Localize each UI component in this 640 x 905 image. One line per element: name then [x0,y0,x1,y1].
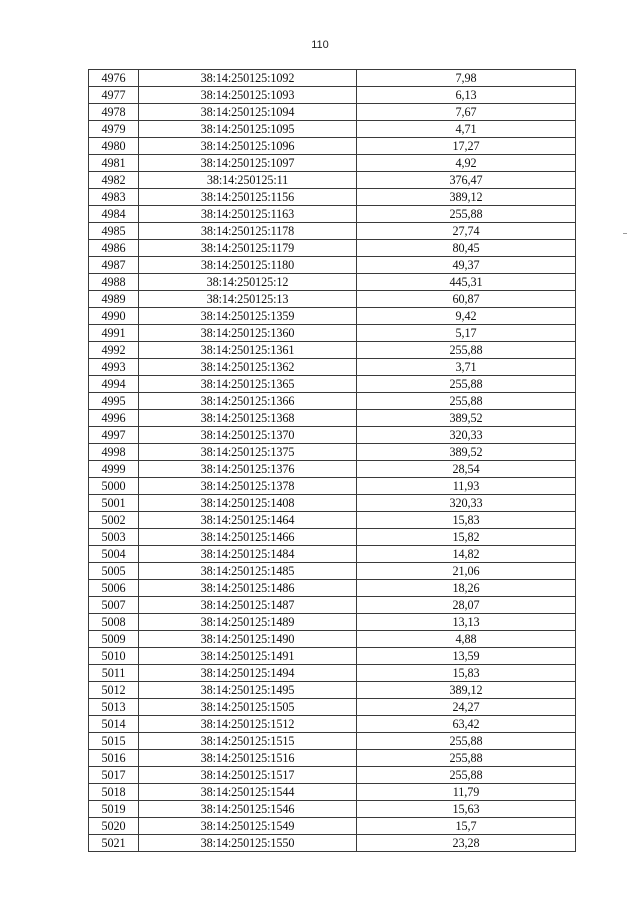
table-row [89,104,576,121]
table-row [89,614,576,631]
area-value-cell: 11,93 [357,478,576,495]
area-value-cell: 4,71 [357,121,576,138]
area-value-cell: 255,88 [357,393,576,410]
area-value-cell: 13,13 [357,614,576,631]
cadastral-number-cell: 38:14:250125:1359 [139,308,357,325]
row-number-cell: 4980 [89,138,139,155]
row-number-cell: 4976 [89,70,139,87]
row-number-cell: 4989 [89,291,139,308]
row-number-cell: 4992 [89,342,139,359]
area-value-cell: 60,87 [357,291,576,308]
row-number-cell: 5009 [89,631,139,648]
cadastral-number-cell: 38:14:250125:1546 [139,801,357,818]
table-row [89,597,576,614]
row-number-cell: 5000 [89,478,139,495]
table-row [89,240,576,257]
table-row [89,172,576,189]
table-row [89,87,576,104]
area-value-cell: 4,92 [357,155,576,172]
cadastral-number-cell: 38:14:250125:1366 [139,393,357,410]
table-row [89,495,576,512]
table-row [89,648,576,665]
area-value-cell: 7,98 [357,70,576,87]
area-value-cell: 28,54 [357,461,576,478]
cadastral-number-cell: 38:14:250125:1362 [139,359,357,376]
table-row [89,393,576,410]
area-value-cell: 14,82 [357,546,576,563]
table-row [89,342,576,359]
row-number-cell: 4987 [89,257,139,274]
cadastral-number-cell: 38:14:250125:1097 [139,155,357,172]
row-number-cell: 4999 [89,461,139,478]
table-row [89,699,576,716]
area-value-cell: 49,37 [357,257,576,274]
row-number-cell: 5002 [89,512,139,529]
table-row [89,784,576,801]
row-number-cell: 4984 [89,206,139,223]
row-number-cell: 4983 [89,189,139,206]
row-number-cell: 5008 [89,614,139,631]
area-value-cell: 389,52 [357,410,576,427]
cadastral-number-cell: 38:14:250125:11 [139,172,357,189]
area-value-cell: 3,71 [357,359,576,376]
row-number-cell: 5007 [89,597,139,614]
cadastral-number-cell: 38:14:250125:1491 [139,648,357,665]
table-row [89,563,576,580]
table-body [89,70,576,852]
cadastral-number-cell: 38:14:250125:1156 [139,189,357,206]
cadastral-number-cell: 38:14:250125:1549 [139,818,357,835]
cadastral-number-cell: 38:14:250125:1096 [139,138,357,155]
area-value-cell: 255,88 [357,342,576,359]
row-number-cell: 5011 [89,665,139,682]
table-row [89,512,576,529]
cadastral-number-cell: 38:14:250125:1180 [139,257,357,274]
row-number-cell: 5015 [89,733,139,750]
cadastral-number-cell: 38:14:250125:1486 [139,580,357,597]
cadastral-number-cell: 38:14:250125:1495 [139,682,357,699]
row-number-cell: 5006 [89,580,139,597]
cadastral-number-cell: 38:14:250125:1179 [139,240,357,257]
row-number-cell: 5004 [89,546,139,563]
cadastral-number-cell: 38:14:250125:1092 [139,70,357,87]
area-value-cell: 15,63 [357,801,576,818]
table-row [89,580,576,597]
cadastral-number-cell: 38:14:250125:1093 [139,87,357,104]
area-value-cell: 11,79 [357,784,576,801]
table-row [89,359,576,376]
area-value-cell: 6,13 [357,87,576,104]
area-value-cell: 27,74 [357,223,576,240]
area-value-cell: 389,12 [357,682,576,699]
row-number-cell: 4990 [89,308,139,325]
row-number-cell: 5021 [89,835,139,852]
row-number-cell: 4986 [89,240,139,257]
area-value-cell: 21,06 [357,563,576,580]
row-number-cell: 5012 [89,682,139,699]
cadastral-number-cell: 38:14:250125:1464 [139,512,357,529]
table-row [89,325,576,342]
table-row [89,274,576,291]
table-row [89,716,576,733]
row-number-cell: 5016 [89,750,139,767]
table-row [89,138,576,155]
cadastral-number-cell: 38:14:250125:1484 [139,546,357,563]
cadastral-number-cell: 38:14:250125:12 [139,274,357,291]
row-number-cell: 5013 [89,699,139,716]
cadastral-number-cell: 38:14:250125:1370 [139,427,357,444]
row-number-cell: 4985 [89,223,139,240]
table-row [89,206,576,223]
row-number-cell: 5003 [89,529,139,546]
area-value-cell: 15,83 [357,665,576,682]
area-value-cell: 389,52 [357,444,576,461]
table-row [89,478,576,495]
row-number-cell: 4988 [89,274,139,291]
cadastral-number-cell: 38:14:250125:1487 [139,597,357,614]
cadastral-number-cell: 38:14:250125:1163 [139,206,357,223]
table-row [89,665,576,682]
cadastral-number-cell: 38:14:250125:1505 [139,699,357,716]
row-number-cell: 4998 [89,444,139,461]
cadastral-number-cell: 38:14:250125:1466 [139,529,357,546]
area-value-cell: 15,7 [357,818,576,835]
row-number-cell: 4994 [89,376,139,393]
table-row [89,410,576,427]
row-number-cell: 5010 [89,648,139,665]
cadastral-number-cell: 38:14:250125:1375 [139,444,357,461]
row-number-cell: 5001 [89,495,139,512]
table-row [89,733,576,750]
row-number-cell: 4995 [89,393,139,410]
table-row [89,631,576,648]
cadastral-number-cell: 38:14:250125:1378 [139,478,357,495]
cadastral-number-cell: 38:14:250125:13 [139,291,357,308]
cadastral-number-cell: 38:14:250125:1516 [139,750,357,767]
table-row [89,461,576,478]
row-number-cell: 4978 [89,104,139,121]
table-row [89,257,576,274]
area-value-cell: 24,27 [357,699,576,716]
table-row [89,155,576,172]
cadastral-number-cell: 38:14:250125:1094 [139,104,357,121]
scan-mark [623,233,627,234]
cadastral-number-cell: 38:14:250125:1095 [139,121,357,138]
table-row [89,818,576,835]
area-value-cell: 445,31 [357,274,576,291]
table-row [89,444,576,461]
cadastral-number-cell: 38:14:250125:1360 [139,325,357,342]
area-value-cell: 389,12 [357,189,576,206]
area-value-cell: 17,27 [357,138,576,155]
area-value-cell: 4,88 [357,631,576,648]
area-value-cell: 376,47 [357,172,576,189]
table-row [89,223,576,240]
table-row [89,308,576,325]
cadastral-number-cell: 38:14:250125:1490 [139,631,357,648]
table-row [89,801,576,818]
cadastral-number-cell: 38:14:250125:1517 [139,767,357,784]
table-row [89,291,576,308]
cadastral-number-cell: 38:14:250125:1489 [139,614,357,631]
row-number-cell: 5019 [89,801,139,818]
table-row [89,121,576,138]
row-number-cell: 4993 [89,359,139,376]
table-row [89,546,576,563]
area-value-cell: 18,26 [357,580,576,597]
area-value-cell: 15,83 [357,512,576,529]
cadastral-number-cell: 38:14:250125:1376 [139,461,357,478]
area-value-cell: 255,88 [357,733,576,750]
cadastral-number-cell: 38:14:250125:1485 [139,563,357,580]
row-number-cell: 4991 [89,325,139,342]
cadastral-number-cell: 38:14:250125:1365 [139,376,357,393]
area-value-cell: 15,82 [357,529,576,546]
area-value-cell: 320,33 [357,495,576,512]
cadastral-number-cell: 38:14:250125:1178 [139,223,357,240]
cadastral-number-cell: 38:14:250125:1512 [139,716,357,733]
table-row [89,189,576,206]
cadastral-number-cell: 38:14:250125:1515 [139,733,357,750]
cadastral-number-cell: 38:14:250125:1361 [139,342,357,359]
area-value-cell: 23,28 [357,835,576,852]
cadastral-number-cell: 38:14:250125:1544 [139,784,357,801]
area-value-cell: 255,88 [357,767,576,784]
row-number-cell: 4982 [89,172,139,189]
row-number-cell: 5018 [89,784,139,801]
table-row [89,835,576,852]
cadastral-number-cell: 38:14:250125:1368 [139,410,357,427]
cadastral-number-cell: 38:14:250125:1550 [139,835,357,852]
cadastral-number-cell: 38:14:250125:1494 [139,665,357,682]
area-value-cell: 13,59 [357,648,576,665]
area-value-cell: 7,67 [357,104,576,121]
area-value-cell: 5,17 [357,325,576,342]
table-row [89,70,576,87]
page-number: 110 [311,39,329,51]
row-number-cell: 5005 [89,563,139,580]
cadastral-table [88,69,576,852]
table-row [89,750,576,767]
row-number-cell: 4981 [89,155,139,172]
table-row [89,427,576,444]
row-number-cell: 4997 [89,427,139,444]
area-value-cell: 320,33 [357,427,576,444]
area-value-cell: 80,45 [357,240,576,257]
area-value-cell: 9,42 [357,308,576,325]
row-number-cell: 4977 [89,87,139,104]
row-number-cell: 4996 [89,410,139,427]
table-row [89,682,576,699]
area-value-cell: 255,88 [357,206,576,223]
table-row [89,767,576,784]
area-value-cell: 255,88 [357,750,576,767]
cadastral-number-cell: 38:14:250125:1408 [139,495,357,512]
table-row [89,376,576,393]
row-number-cell: 4979 [89,121,139,138]
row-number-cell: 5014 [89,716,139,733]
row-number-cell: 5017 [89,767,139,784]
area-value-cell: 255,88 [357,376,576,393]
area-value-cell: 28,07 [357,597,576,614]
area-value-cell: 63,42 [357,716,576,733]
table-row [89,529,576,546]
row-number-cell: 5020 [89,818,139,835]
